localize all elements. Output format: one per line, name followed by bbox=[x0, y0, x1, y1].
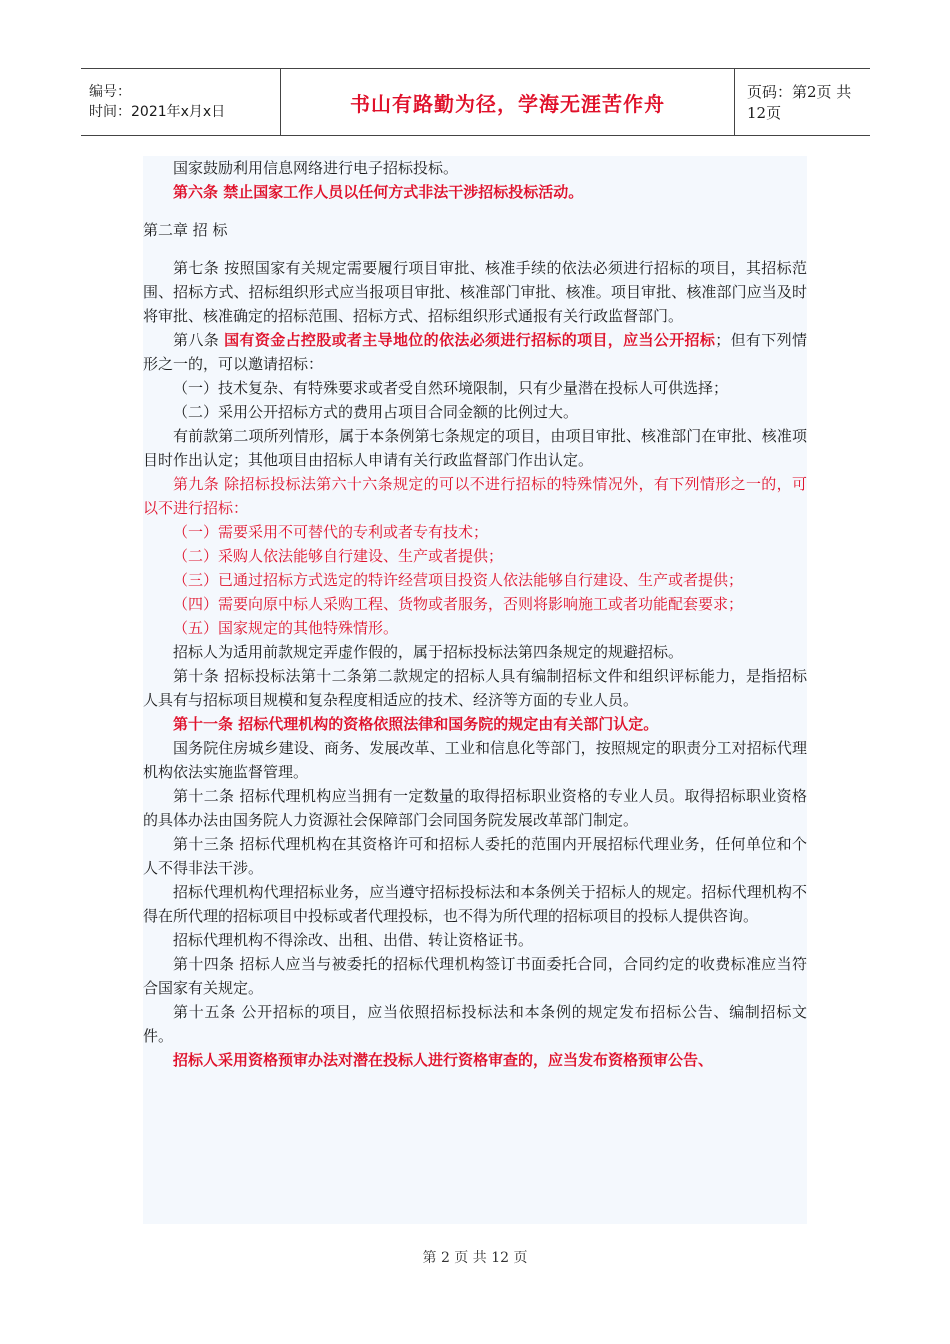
highlighted-paragraph: （二）采购人依法能够自行建设、生产或者提供； bbox=[173, 547, 504, 565]
chapter-heading: 第二章 招 标 bbox=[143, 221, 228, 239]
header-motto-cell bbox=[281, 69, 735, 135]
document-date-label: 时间：2021年x月x日 bbox=[89, 104, 226, 120]
body-paragraph: 有前款第二项所列情形，属于本条例第七条规定的项目，由项目审批、核准部门在审批、核准项目时作出认定；其他项目由招标人申请有关行政监督部门作出认定。 bbox=[143, 427, 807, 469]
body-paragraph: 第十条 招标投标法第十二条第二款规定的招标人具有编制招标文件和组织评标能力，是指招标人具有与招标项目规模和复杂程度相适应的技术、经济等方面的专业人员。 bbox=[143, 667, 807, 709]
highlighted-paragraph: （四）需要向原中标人采购工程、货物或者服务，否则将影响施工或者功能配套要求； bbox=[173, 595, 744, 613]
body-paragraph: 招标代理机构代理招标业务，应当遵守招标投标法和本条例关于招标人的规定。招标代理机构不得在所代理的招标项目中投标或者代理投标，也不得为所代理的招标项目的投标人提供咨询。 bbox=[143, 883, 807, 925]
highlighted-paragraph: 第六条 禁止国家工作人员以任何方式非法干涉招标投标活动。 bbox=[173, 183, 584, 201]
page-header bbox=[81, 68, 870, 136]
page-footer: 第 2 页 共 12 页 bbox=[422, 1250, 528, 1266]
paragraph-gap bbox=[143, 242, 807, 256]
body-paragraph: 国家鼓励利用信息网络进行电子招标投标。 bbox=[173, 159, 459, 177]
body-paragraph: 第十二条 招标代理机构应当拥有一定数量的取得招标职业资格的专业人员。取得招标职业资格的具体办法由国务院人力资源社会保障部门会同国务院发展改革部门制定。 bbox=[143, 787, 807, 829]
body-paragraph: 第十三条 招标代理机构在其资格许可和招标人委托的范围内开展招标代理业务，任何单位和个人不得非法干涉。 bbox=[143, 835, 807, 877]
body-paragraph: （一）技术复杂、有特殊要求或者受自然环境限制，只有少量潜在投标人可供选择； bbox=[173, 379, 729, 397]
highlighted-paragraph: 第九条 除招标投标法第六十六条规定的可以不进行招标的特殊情况外，有下列情形之一的，可以不进行招标： bbox=[143, 475, 807, 517]
paragraph-gap bbox=[143, 204, 807, 218]
highlighted-paragraph: （三）已通过招标方式选定的特许经营项目投资人依法能够自行建设、生产或者提供； bbox=[173, 571, 744, 589]
highlighted-paragraph: （五）国家规定的其他特殊情形。 bbox=[173, 619, 399, 637]
highlighted-paragraph: （一）需要采用不可替代的专利或者专有技术； bbox=[173, 523, 489, 541]
body-paragraph: 第十四条 招标人应当与被委托的招标代理机构签订书面委托合同，合同约定的收费标准应当符合国家有关规定。 bbox=[143, 955, 807, 997]
highlighted-paragraph: 招标人采用资格预审办法对潜在投标人进行资格审查的，应当发布资格预审公告、 bbox=[173, 1051, 714, 1069]
article-paragraph bbox=[143, 328, 807, 376]
document-number-label: 编号： bbox=[89, 84, 131, 100]
article-number: 第八条 bbox=[173, 331, 225, 349]
body-paragraph: 国务院住房城乡建设、商务、发展改革、工业和信息化等部门，按照规定的职责分工对招标代理机构依法实施监督管理。 bbox=[143, 739, 807, 781]
highlighted-paragraph: 第十一条 招标代理机构的资格依照法律和国务院的规定由有关部门认定。 bbox=[173, 715, 659, 733]
highlighted-clause: 国有资金占控股或者主导地位的依法必须进行招标的项目，应当公开招标 bbox=[224, 331, 716, 349]
body-paragraph: 第七条 按照国家有关规定需要履行项目审批、核准手续的依法必须进行招标的项目，其招标范围、招标方式、招标组织形式应当报项目审批、核准部门审批、核准。项目审批、核准部门应当及时将审批、核准确定的招标范围、招标方式、招标组织形式通报有关行政监督部门。 bbox=[143, 259, 807, 325]
header-page-label: 页码：第2页 共12页 bbox=[747, 83, 852, 122]
body-paragraph: 招标代理机构不得涂改、出租、出借、转让资格证书。 bbox=[173, 931, 534, 949]
header-motto: 书山有路勤为径，学海无涯苦作舟 bbox=[350, 91, 665, 116]
body-paragraph: （二）采用公开招标方式的费用占项目合同金额的比例过大。 bbox=[173, 403, 579, 421]
body-paragraph: 招标人为适用前款规定弄虚作假的，属于招标投标法第四条规定的规避招标。 bbox=[173, 643, 684, 661]
header-meta bbox=[81, 69, 281, 135]
body-paragraph: 第十五条 公开招标的项目，应当依照招标投标法和本条例的规定发布招标公告、编制招标文件。 bbox=[143, 1003, 807, 1045]
clause-continuation: ；但有下列情形之一的，可以邀请招标： bbox=[143, 331, 807, 373]
document-body bbox=[143, 156, 807, 1224]
header-page-cell bbox=[735, 69, 870, 135]
